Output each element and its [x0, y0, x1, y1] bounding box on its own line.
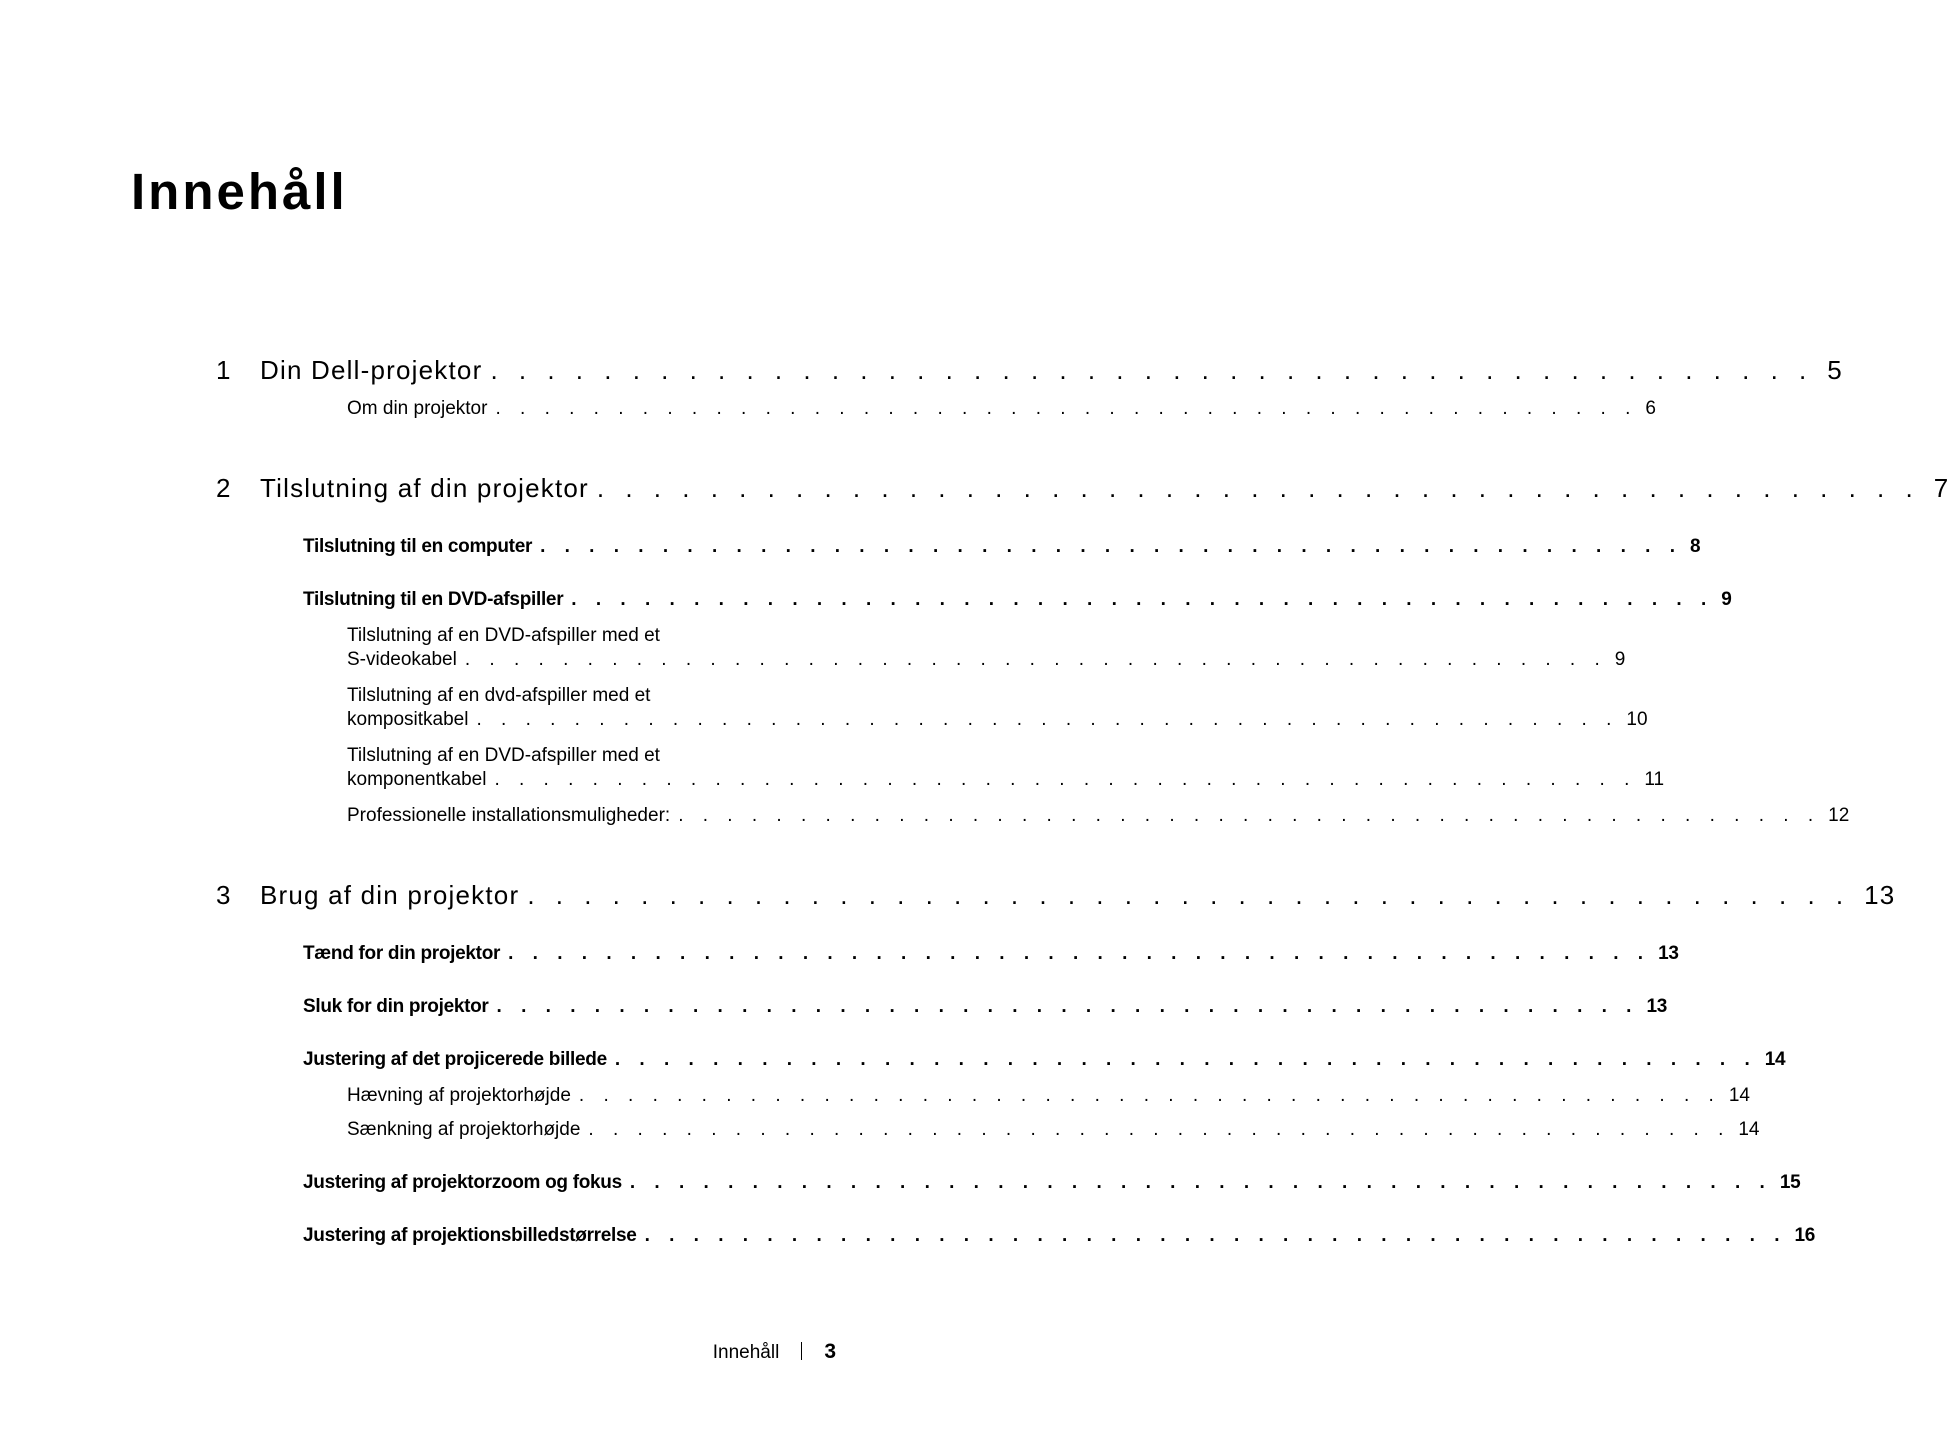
chapter-number: 2: [216, 473, 231, 503]
dot-leader: . . . . . . . . . . . . . . . . . . . . . . . . . . . . . . . . . . . . . . . . . . . . . . .: [588, 1119, 1731, 1140]
entry-label: Om din projektor: [347, 398, 488, 419]
page-title: Innehåll: [131, 163, 348, 220]
entry-page: 10: [1626, 709, 1648, 730]
dot-leader: . . . . . . . . . . . . . . . . . . . . . . . . . . . . . . . . . . . . . . . . . . . . . . .: [495, 398, 1638, 419]
toc-entry[interactable]: [347, 804, 1850, 828]
section-page: 16: [1794, 1225, 1816, 1246]
dot-leader: . . . . . . . . . . . . . . . . . . . . . . . . . . . . . . . . . . . . . . . . . . . . . . .: [476, 709, 1619, 730]
dot-leader: . . . . . . . . . . . . . . . . . . . . . . . . . . . . . . . . . . . . . . . . . . . . . . .: [578, 1085, 1721, 1106]
entry-page: 6: [1645, 398, 1656, 419]
section-label: Justering af projektorzoom og fokus: [303, 1172, 622, 1193]
toc-entry[interactable]: [347, 684, 1648, 732]
section-label: Justering af projektionsbilledstørrelse: [303, 1225, 637, 1246]
dot-leader: . . . . . . . . . . . . . . . . . . . . . . . . . . . . . . . . . . . . . . . . . . . . . . .: [540, 536, 1682, 557]
toc-section[interactable]: [303, 1224, 1816, 1248]
chapter-title: Din Dell-projektor: [260, 355, 483, 385]
section-page: 14: [1764, 1049, 1786, 1070]
dot-leader: . . . . . . . . . . . . . . . . . . . . . . . . . . . . . . . . . . . . . . . . . . . . . . .: [644, 1225, 1787, 1246]
section-label: Sluk for din projektor: [303, 996, 489, 1017]
chapter-page: 7: [1933, 473, 1949, 503]
entry-label: Hævning af projektorhøjde: [347, 1085, 571, 1106]
section-page: 13: [1646, 996, 1668, 1017]
entry-page: 12: [1828, 805, 1850, 826]
chapter-number: 1: [216, 355, 231, 385]
entry-label: Sænkning af projektorhøjde: [347, 1119, 581, 1140]
dot-leader: . . . . . . . . . . . . . . . . . . . . . . . . . . . . . . . . . . . . . . . . . . . . . . .: [490, 355, 1814, 385]
section-page: 13: [1658, 943, 1679, 964]
dot-leader: . . . . . . . . . . . . . . . . . . . . . . . . . . . . . . . . . . . . . . . . . . . . . . .: [494, 769, 1637, 790]
entry-page: 14: [1728, 1085, 1750, 1106]
section-label: Tilslutning til en computer: [303, 536, 533, 557]
toc-section[interactable]: [303, 942, 1679, 966]
dot-leader: . . . . . . . . . . . . . . . . . . . . . . . . . . . . . . . . . . . . . . . . . . . . . . .: [508, 943, 1651, 964]
toc-section[interactable]: [303, 1048, 1786, 1072]
section-page: 8: [1690, 536, 1701, 557]
chapter-title: Brug af din projektor: [260, 880, 520, 910]
section-label: Justering af det projicerede billede: [303, 1049, 607, 1070]
dot-leader: . . . . . . . . . . . . . . . . . . . . . . . . . . . . . . . . . . . . . . . . . . . . . . .: [596, 473, 1920, 503]
entry-label-line1: Tilslutning af en dvd-afspiller med et: [347, 685, 651, 706]
chapter-number: 3: [216, 880, 231, 910]
section-page: 15: [1779, 1172, 1801, 1193]
chapter-title: Tilslutning af din projektor: [260, 473, 589, 503]
dot-leader: . . . . . . . . . . . . . . . . . . . . . . . . . . . . . . . . . . . . . . . . . . . . . . .: [464, 649, 1607, 670]
dot-leader: . . . . . . . . . . . . . . . . . . . . . . . . . . . . . . . . . . . . . . . . . . . . . . .: [614, 1049, 1757, 1070]
entry-page: 14: [1738, 1119, 1760, 1140]
toc-entry[interactable]: [347, 624, 1626, 672]
page-number: 3: [824, 1340, 836, 1363]
entry-label-line2: kompositkabel: [347, 709, 469, 730]
toc-section[interactable]: [303, 535, 1701, 559]
dot-leader: . . . . . . . . . . . . . . . . . . . . . . . . . . . . . . . . . . . . . . . . . . . . . . .: [527, 880, 1851, 910]
entry-page: 11: [1644, 769, 1665, 790]
entry-label-line1: Tilslutning af en DVD-afspiller med et: [347, 745, 660, 766]
toc-section[interactable]: [303, 1171, 1801, 1195]
toc-entry[interactable]: [347, 1118, 1760, 1142]
entry-label-line2: S-videokabel: [347, 649, 457, 670]
entry-label-line2: komponentkabel: [347, 769, 487, 790]
dot-leader: . . . . . . . . . . . . . . . . . . . . . . . . . . . . . . . . . . . . . . . . . . . . . . .: [571, 589, 1714, 610]
dot-leader: . . . . . . . . . . . . . . . . . . . . . . . . . . . . . . . . . . . . . . . . . . . . . . .: [629, 1172, 1772, 1193]
toc-entry[interactable]: [347, 744, 1665, 792]
toc-section[interactable]: [303, 588, 1732, 612]
footer-divider: [801, 1342, 802, 1360]
dot-leader: . . . . . . . . . . . . . . . . . . . . . . . . . . . . . . . . . . . . . . . . . . . . . . .: [496, 996, 1639, 1017]
entry-page: 9: [1614, 649, 1626, 670]
page-footer: [713, 1340, 836, 1365]
section-label: Tænd for din projektor: [303, 943, 501, 964]
toc-entry[interactable]: [347, 1084, 1750, 1108]
footer-label: Innehåll: [712, 1342, 780, 1363]
entry-label-line1: Tilslutning af en DVD-afspiller med et: [347, 625, 660, 646]
section-page: 9: [1721, 589, 1732, 610]
toc-section[interactable]: [303, 995, 1668, 1019]
entry-label: Professionelle installationsmuligheder:: [347, 805, 671, 826]
chapter-page: 5: [1827, 355, 1843, 385]
chapter-page: 13: [1864, 880, 1896, 910]
toc-entry[interactable]: [347, 397, 1656, 421]
section-label: Tilslutning til en DVD-afspiller: [303, 589, 564, 610]
dot-leader: . . . . . . . . . . . . . . . . . . . . . . . . . . . . . . . . . . . . . . . . . . . . . . .: [678, 805, 1821, 826]
